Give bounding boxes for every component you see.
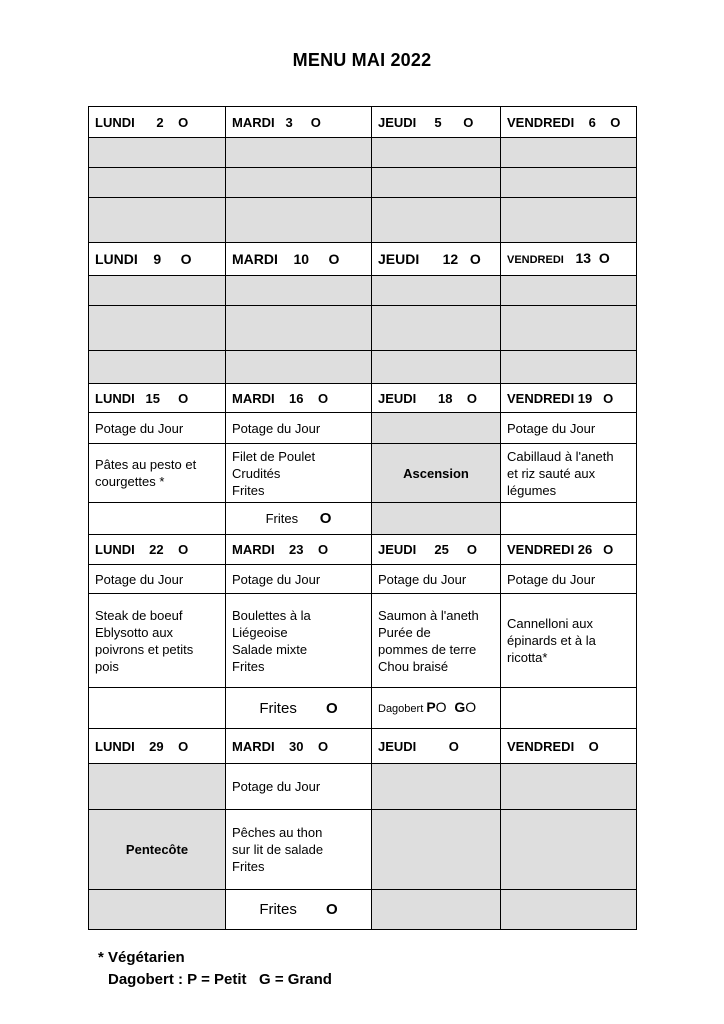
empty-cell bbox=[501, 276, 637, 306]
soup-cell: Potage du Jour bbox=[226, 565, 372, 594]
empty-cell bbox=[226, 198, 372, 243]
empty-cell bbox=[501, 198, 637, 243]
empty-cell bbox=[501, 503, 637, 535]
empty-cell bbox=[372, 306, 501, 351]
empty-cell bbox=[89, 890, 226, 930]
day-header bbox=[226, 107, 372, 138]
empty-cell bbox=[372, 413, 501, 444]
vegetarian-note: * Végétarien bbox=[98, 949, 185, 966]
day-header bbox=[89, 535, 226, 565]
day-label: JEUDI 5 O bbox=[378, 114, 474, 130]
empty-cell bbox=[89, 764, 226, 810]
empty-cell bbox=[226, 351, 372, 384]
day-header bbox=[226, 729, 372, 764]
fries-cell bbox=[226, 503, 372, 535]
dagobert-petit-marker: O bbox=[435, 698, 455, 715]
day-label: MARDI 30 O bbox=[232, 738, 329, 754]
week-4-extra-row bbox=[89, 688, 637, 729]
day-label: JEUDI 18 O bbox=[378, 390, 477, 406]
day-label: LUNDI 2 O bbox=[95, 114, 189, 130]
day-label: VENDREDI O bbox=[507, 738, 599, 754]
soup-cell: Potage du Jour bbox=[226, 413, 372, 444]
empty-cell bbox=[372, 890, 501, 930]
day-label: VENDREDI 19 O bbox=[507, 390, 614, 406]
week-3-extra-row bbox=[89, 503, 637, 535]
empty-cell bbox=[226, 168, 372, 198]
week-5-plat-row bbox=[89, 810, 637, 890]
soup-cell: Potage du Jour bbox=[501, 565, 637, 594]
empty-cell bbox=[89, 351, 226, 384]
menu-table bbox=[88, 106, 637, 930]
day-header bbox=[501, 107, 637, 138]
fries-marker: O bbox=[319, 510, 332, 527]
dish-cell: Cannelloni aux épinards et à la ricotta* bbox=[501, 594, 637, 688]
empty-cell bbox=[89, 306, 226, 351]
day-header bbox=[501, 729, 637, 764]
day-header bbox=[372, 107, 501, 138]
day-label: LUNDI 9 O bbox=[95, 250, 192, 267]
week-4-potage-row bbox=[89, 565, 637, 594]
empty-cell bbox=[372, 276, 501, 306]
day-header bbox=[501, 243, 637, 276]
fries-label: Frites bbox=[259, 699, 326, 717]
week-5-potage-row bbox=[89, 764, 637, 810]
soup-cell: Potage du Jour bbox=[226, 764, 372, 810]
empty-cell bbox=[89, 503, 226, 535]
empty-cell bbox=[372, 138, 501, 168]
day-label: MARDI 23 O bbox=[232, 542, 329, 557]
day-label: VENDREDI 26 O bbox=[507, 542, 614, 557]
day-header bbox=[501, 535, 637, 565]
empty-cell bbox=[501, 890, 637, 930]
day-label: LUNDI 29 O bbox=[95, 738, 189, 754]
week-3-potage-row bbox=[89, 413, 637, 444]
day-label: MARDI 3 O bbox=[232, 114, 321, 130]
day-header bbox=[89, 729, 226, 764]
day-label: JEUDI 25 O bbox=[378, 542, 477, 557]
day-header bbox=[372, 729, 501, 764]
empty-cell bbox=[501, 688, 637, 729]
soup-cell: Potage du Jour bbox=[89, 413, 226, 444]
soup-cell: Potage du Jour bbox=[501, 413, 637, 444]
soup-cell: Potage du Jour bbox=[372, 565, 501, 594]
day-header bbox=[226, 535, 372, 565]
empty-cell bbox=[372, 810, 501, 890]
holiday-cell: Pentecôte bbox=[89, 810, 226, 890]
fries-marker: O bbox=[326, 901, 338, 918]
day-label: JEUDI O bbox=[378, 738, 459, 754]
holiday-cell: Ascension bbox=[372, 444, 501, 503]
dagobert-petit: P bbox=[426, 698, 436, 715]
week-3-plat-row bbox=[89, 444, 637, 503]
day-header bbox=[372, 535, 501, 565]
day-header bbox=[372, 243, 501, 276]
fries-cell bbox=[226, 890, 372, 930]
week-4-header-row bbox=[89, 535, 637, 565]
day-label: JEUDI 12 O bbox=[378, 250, 481, 267]
week-1-row-2 bbox=[89, 168, 637, 198]
empty-cell bbox=[89, 138, 226, 168]
empty-cell bbox=[501, 764, 637, 810]
empty-cell bbox=[226, 276, 372, 306]
fries-label: Frites bbox=[265, 511, 320, 526]
day-header bbox=[501, 384, 637, 413]
dagobert-grand-marker: O bbox=[465, 698, 477, 715]
empty-cell bbox=[501, 306, 637, 351]
empty-cell bbox=[372, 503, 501, 535]
day-number: 13 O bbox=[563, 249, 610, 266]
dish-cell: Steak de boeuf Eblysotto aux poivrons et petits pois bbox=[89, 594, 226, 688]
empty-cell bbox=[501, 138, 637, 168]
week-2-row-2 bbox=[89, 306, 637, 351]
empty-cell bbox=[372, 198, 501, 243]
dish-cell: Filet de Poulet Crudités Frites bbox=[226, 444, 372, 503]
week-1-row-3 bbox=[89, 198, 637, 243]
week-5-extra-row bbox=[89, 890, 637, 930]
day-header bbox=[226, 243, 372, 276]
week-3-header-row bbox=[89, 384, 637, 413]
week-5-header-row bbox=[89, 729, 637, 764]
fries-label: Frites bbox=[259, 901, 326, 918]
fries-cell bbox=[226, 688, 372, 729]
week-2-row-3 bbox=[89, 351, 637, 384]
empty-cell bbox=[501, 810, 637, 890]
empty-cell bbox=[226, 138, 372, 168]
empty-cell bbox=[501, 351, 637, 384]
day-header bbox=[89, 107, 226, 138]
dish-cell: Cabillaud à l'aneth et riz sauté aux légumes bbox=[501, 444, 637, 503]
dish-cell: Boulettes à la Liégeoise Salade mixte Frites bbox=[226, 594, 372, 688]
empty-cell bbox=[372, 351, 501, 384]
week-1-row-1 bbox=[89, 138, 637, 168]
day-header bbox=[226, 384, 372, 413]
empty-cell bbox=[372, 764, 501, 810]
dagobert-grand: G bbox=[454, 698, 466, 715]
week-2-header-row bbox=[89, 243, 637, 276]
day-label: LUNDI 22 O bbox=[95, 542, 189, 557]
day-label: MARDI 10 O bbox=[232, 250, 340, 267]
day-label: VENDREDI bbox=[507, 253, 564, 266]
fries-marker: O bbox=[326, 699, 338, 717]
day-label: LUNDI 15 O bbox=[95, 390, 189, 406]
dish-cell: Saumon à l'aneth Purée de pommes de terre Chou braisé bbox=[372, 594, 501, 688]
dagobert-cell bbox=[372, 688, 501, 729]
week-4-plat-row bbox=[89, 594, 637, 688]
dish-cell: Pâtes au pesto et courgettes * bbox=[89, 444, 226, 503]
empty-cell bbox=[372, 168, 501, 198]
day-label: VENDREDI 6 O bbox=[507, 114, 621, 130]
day-header bbox=[89, 384, 226, 413]
soup-cell: Potage du Jour bbox=[89, 565, 226, 594]
page-title: MENU MAI 2022 bbox=[292, 50, 432, 70]
empty-cell bbox=[89, 168, 226, 198]
empty-cell bbox=[89, 688, 226, 729]
day-header bbox=[89, 243, 226, 276]
day-header bbox=[372, 384, 501, 413]
legend bbox=[98, 947, 332, 991]
empty-cell bbox=[226, 306, 372, 351]
empty-cell bbox=[89, 276, 226, 306]
day-label: MARDI 16 O bbox=[232, 390, 329, 406]
empty-cell bbox=[89, 198, 226, 243]
week-1-header-row bbox=[89, 107, 637, 138]
empty-cell bbox=[501, 168, 637, 198]
dagobert-note: Dagobert : P = Petit G = Grand bbox=[108, 971, 332, 988]
week-2-row-1 bbox=[89, 276, 637, 306]
dish-cell: Pêches au thon sur lit de salade Frites bbox=[226, 810, 372, 890]
dagobert-label: Dagobert bbox=[378, 702, 427, 715]
